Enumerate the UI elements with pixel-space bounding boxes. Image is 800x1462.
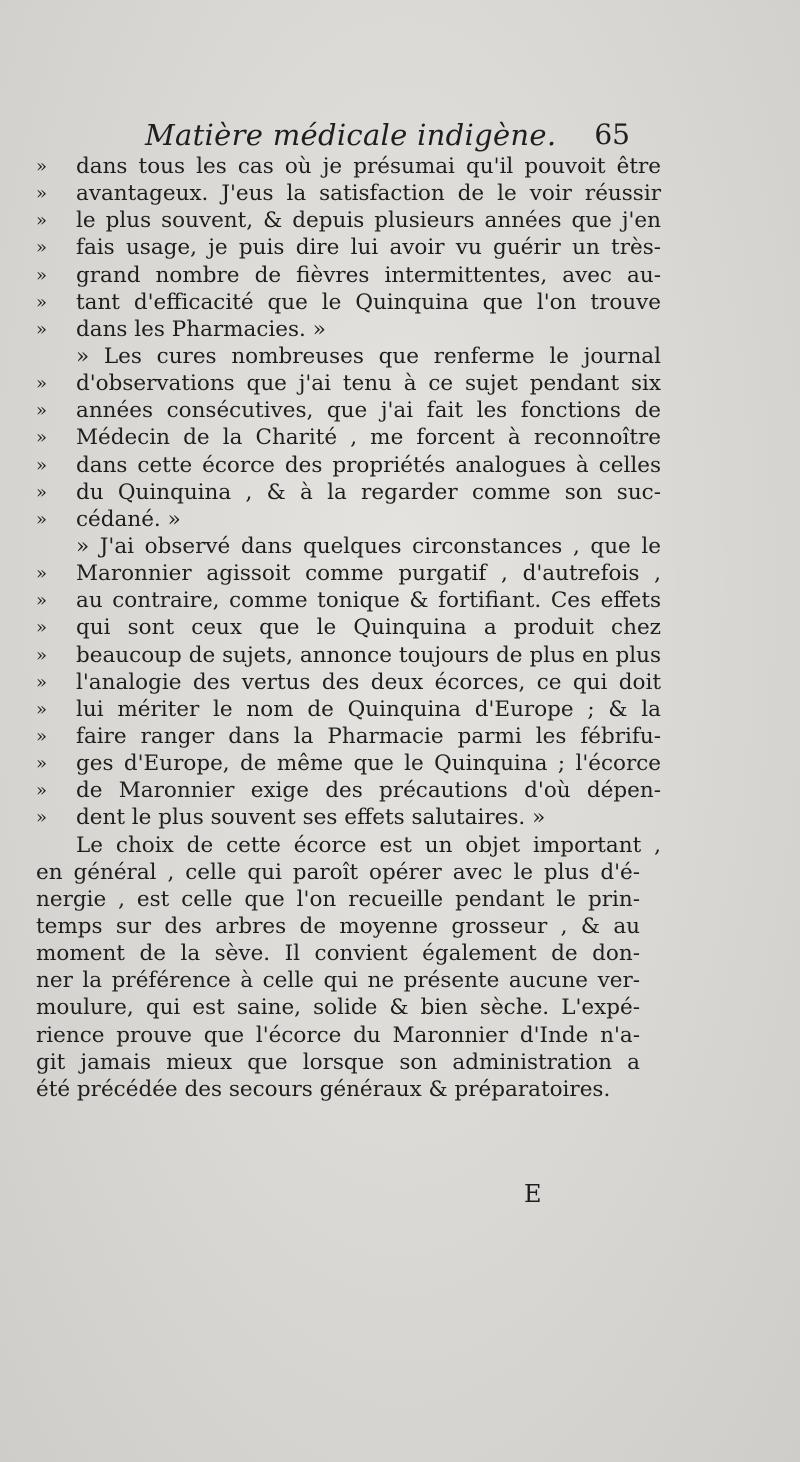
line-text: Médecin de la Charité , me forcent à reconnoître [76,425,661,451]
text-line [36,886,640,913]
line-text: été précédée des secours généraux & préparatoires. [36,1076,611,1102]
line-text: dans tous les cas où je présumai qu'il pouvoit être [76,154,661,179]
text-line [36,1076,636,1103]
quote-mark: » [36,156,48,177]
text-line [36,289,661,316]
signature-mark: E [524,1180,542,1208]
page-header [145,118,630,158]
line-text: » J'ai observé dans quelques circonstances , que le [76,533,661,559]
text-line [36,1022,640,1049]
text-line [36,669,661,696]
text-line [36,506,636,533]
line-text: qui sont ceux que le Quinquina a produit chez [76,615,661,641]
text-line [36,994,640,1021]
line-text: cédané. » [76,506,181,532]
line-text: ges d'Europe, de même que le Quinquina ; l'écorce [76,751,661,777]
text-line [36,452,661,479]
line-text: faire ranger dans la Pharmacie parmi les fébrifu- [76,723,661,749]
text-line [36,614,661,641]
text-line [36,533,661,560]
line-text: lui mériter le nom de Quinquina d'Europe ; & la [76,696,661,722]
text-line [36,859,640,886]
quote-mark: » [36,318,48,340]
quote-mark: » [36,400,48,422]
text-line [36,180,661,207]
line-text: ner la préférence à celle qui ne présente aucune ver- [36,968,640,994]
line-text: en général , celle qui paroît opérer avec le plus d'é- [36,859,640,885]
line-text: du Quinquina , & à la regarder comme son suc- [76,479,661,505]
quote-mark: » [36,183,48,205]
line-text: le plus souvent, & depuis plusieurs années que j'en [76,208,661,234]
quote-mark: » [36,780,48,802]
text-line [36,153,661,180]
line-text: rience prouve que l'écorce du Maronnier d'Inde n'a- [36,1022,640,1048]
quote-mark: » [36,237,48,259]
line-text: Le choix de cette écorce est un objet important , [76,832,661,858]
text-line [36,642,661,669]
quote-mark: » [36,264,48,286]
line-text: tant d'efficacité que le Quinquina que l'on trouve [76,289,661,315]
quote-mark: » [36,481,48,503]
text-line [36,262,661,289]
quote-mark: » [36,671,48,693]
text-line [36,804,636,831]
line-text: grand nombre de fièvres intermittentes, avec au- [76,262,661,288]
quote-mark: » [36,291,48,313]
text-line [36,750,661,777]
line-text: beaucoup de sujets, annonce toujours de plus en plus [76,642,661,668]
text-line [36,316,636,343]
text-line [36,397,661,424]
text-line [36,479,661,506]
quote-mark: » [36,590,48,612]
quote-mark: » [36,427,48,449]
text-line [36,1049,640,1076]
line-text: » Les cures nombreuses que renferme le journal [76,343,661,369]
line-text: fais usage, je puis dire lui avoir vu guérir un très- [76,235,661,261]
line-text: dans les Pharmacies. » [76,316,326,342]
quote-mark: » [36,563,48,585]
text-line [36,940,640,967]
line-text: moulure, qui est saine, solide & bien sèche. L'expé- [36,995,640,1021]
text-line [36,587,661,614]
line-text: nergie , est celle que l'on recueille pendant le prin- [36,886,640,912]
body-text [36,153,661,1103]
quote-mark: » [36,753,48,775]
line-text: de Maronnier exige des précautions d'où dépen- [76,778,661,804]
text-line [36,723,661,750]
line-text: d'observations que j'ai tenu à ce sujet pendant six [76,371,661,397]
text-line [36,234,661,261]
page-number: 65 [594,118,630,151]
text-line [36,967,640,994]
quote-mark: » [36,644,48,666]
text-line [36,696,661,723]
line-text: Maronnier agissoit comme purgatif , d'autrefois , [76,561,661,587]
line-text: git jamais mieux que lorsque son administration a [36,1049,640,1075]
line-text: dans cette écorce des propriétés analogues à celles [76,452,661,478]
quote-mark: » [36,508,48,530]
quote-mark: » [36,617,48,639]
text-line [36,777,661,804]
quote-mark: » [36,454,48,476]
quote-mark: » [36,373,48,395]
quote-mark: » [36,725,48,747]
line-text: dent le plus souvent ses effets salutaires. » [76,805,546,831]
running-title: Matière médicale indigène. [145,118,557,152]
text-line [36,913,640,940]
line-text: au contraire, comme tonique & fortifiant. Ces effets [76,588,661,614]
line-text: avantageux. J'eus la satisfaction de le voir réussir [76,181,661,207]
text-line [36,207,661,234]
text-line [36,370,661,397]
text-line [36,832,661,859]
line-text: années consécutives, que j'ai fait les fonctions de [76,398,661,424]
quote-mark: » [36,807,48,829]
line-text: temps sur des arbres de moyenne grosseur , & au [36,913,640,939]
text-line [36,343,661,370]
line-text: l'analogie des vertus des deux écorces, ce qui doit [76,669,661,695]
line-text: moment de la sève. Il convient également de don- [36,941,640,967]
text-line [36,560,661,587]
text-line [36,424,661,451]
quote-mark: » [36,210,48,232]
quote-mark: » [36,698,48,720]
